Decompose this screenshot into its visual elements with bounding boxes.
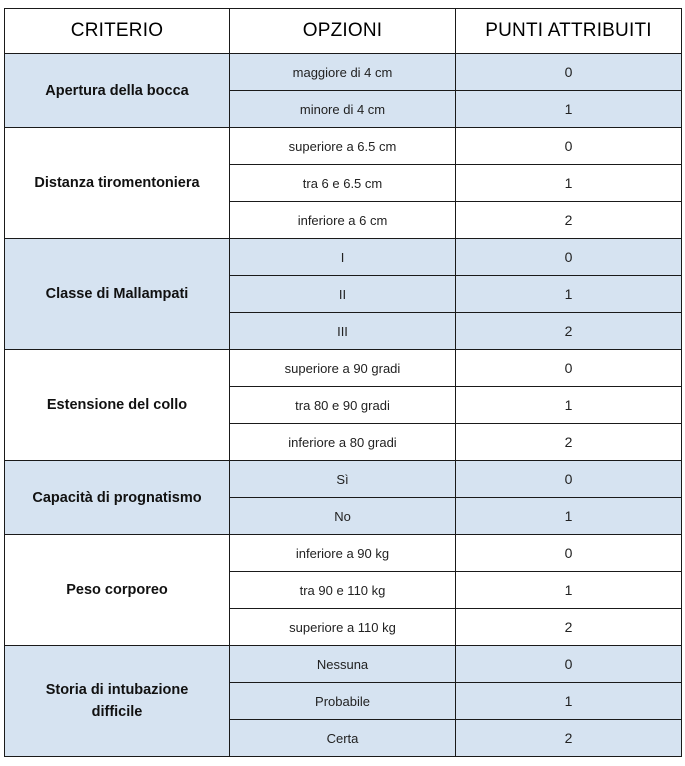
table-row (5, 461, 682, 498)
criterion-cell: Apertura della bocca (5, 54, 230, 128)
option-cell: maggiore di 4 cm (230, 54, 456, 91)
option-cell: superiore a 90 gradi (230, 350, 456, 387)
points-cell: 1 (456, 572, 682, 609)
option-cell: No (230, 498, 456, 535)
points-cell: 0 (456, 54, 682, 91)
points-cell: 1 (456, 165, 682, 202)
criterion-cell: Storia di intubazione difficile (5, 646, 230, 757)
points-cell: 0 (456, 239, 682, 276)
header-opzioni: OPZIONI (230, 9, 456, 54)
option-cell: II (230, 276, 456, 313)
criterion-cell: Distanza tiromentoniera (5, 128, 230, 239)
points-cell: 0 (456, 350, 682, 387)
criterion-cell: Capacità di prognatismo (5, 461, 230, 535)
points-cell: 1 (456, 683, 682, 720)
table-row (5, 54, 682, 91)
option-cell: superiore a 6.5 cm (230, 128, 456, 165)
points-cell: 2 (456, 609, 682, 646)
option-cell: tra 90 e 110 kg (230, 572, 456, 609)
header-punti: PUNTI ATTRIBUITI (456, 9, 682, 54)
header-criterio: CRITERIO (5, 9, 230, 54)
table-row (5, 646, 682, 683)
points-cell: 1 (456, 276, 682, 313)
table-row (5, 535, 682, 572)
table-row (5, 128, 682, 165)
points-cell: 0 (456, 128, 682, 165)
points-cell: 2 (456, 313, 682, 350)
option-cell: inferiore a 80 gradi (230, 424, 456, 461)
points-cell: 2 (456, 424, 682, 461)
option-cell: tra 6 e 6.5 cm (230, 165, 456, 202)
option-cell: inferiore a 6 cm (230, 202, 456, 239)
table-row (5, 239, 682, 276)
points-cell: 0 (456, 461, 682, 498)
points-cell: 1 (456, 498, 682, 535)
points-cell: 1 (456, 91, 682, 128)
option-cell: Nessuna (230, 646, 456, 683)
points-cell: 0 (456, 535, 682, 572)
scoring-table (4, 8, 682, 757)
table-row (5, 350, 682, 387)
option-cell: Sì (230, 461, 456, 498)
criterion-cell: Classe di Mallampati (5, 239, 230, 350)
option-cell: Certa (230, 720, 456, 757)
option-cell: inferiore a 90 kg (230, 535, 456, 572)
option-cell: minore di 4 cm (230, 91, 456, 128)
points-cell: 2 (456, 720, 682, 757)
header-row (5, 9, 682, 54)
points-cell: 2 (456, 202, 682, 239)
option-cell: III (230, 313, 456, 350)
criterion-cell: Peso corporeo (5, 535, 230, 646)
option-cell: Probabile (230, 683, 456, 720)
criterion-cell: Estensione del collo (5, 350, 230, 461)
option-cell: I (230, 239, 456, 276)
points-cell: 0 (456, 646, 682, 683)
option-cell: superiore a 110 kg (230, 609, 456, 646)
points-cell: 1 (456, 387, 682, 424)
option-cell: tra 80 e 90 gradi (230, 387, 456, 424)
